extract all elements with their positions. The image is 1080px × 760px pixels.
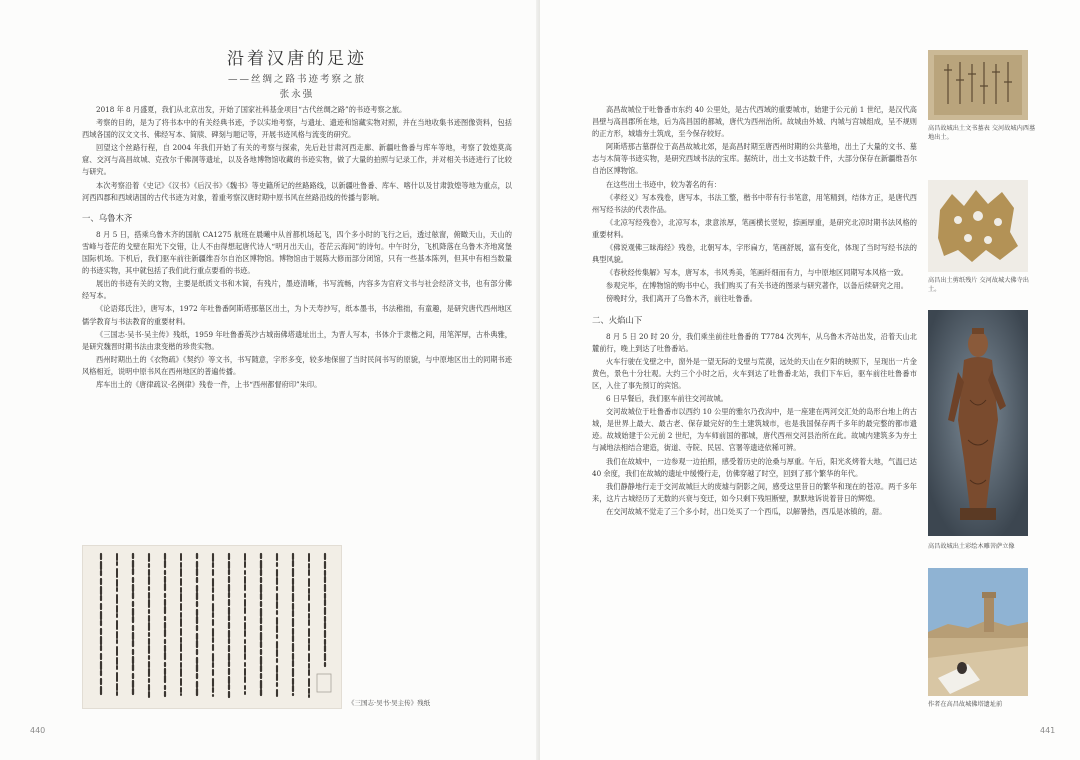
section-heading-flaming-mountain: 二、火焰山下: [592, 314, 643, 325]
body-paragraph: 考察的目的，是为了将书本中的有关经典书迹，予以实地考察，与遗址、遗迹和馆藏实物对照，并在当地收集书迹图像资料，包括西域各国的汉文文书、佛经写本、简牍、碑刻与题记等，开展书迹风格与流变的研究。: [82, 118, 512, 140]
body-paragraph: 回望这个丝路行程，自 2004 年我们开始了有关的考察与探索，先后赴甘肃河西走廊、新疆吐鲁番与库车等地，考察了敦煌莫高窟、交河与高昌故城、克孜尔千佛洞等遗址，以及各地博物馆收藏的书迹实物，做了大量的拍照与记录工作，并对相关书迹进行了比较与研究。: [82, 143, 512, 177]
body-paragraph: 《三国志·吴书·吴主传》残纸，1959 年吐鲁番英沙古城南佛塔遗址出土，为晋人写本，书体介于隶楷之间，用笔浑厚，古朴典雅，是研究魏晋时期书法由隶变楷的珍贵实物。: [82, 329, 512, 351]
statue-photo-caption: 高昌故城出土彩绘木雕菩萨立像: [928, 543, 1015, 550]
tablet-photo: [928, 50, 1028, 120]
body-paragraph: 在这些出土书迹中，较为著名的有：: [606, 179, 722, 189]
body-paragraph: 火车行驶在戈壁之中，窗外是一望无际的戈壁与荒漠，远处的天山在夕阳的映照下，呈现出一片金黄色，景色十分壮观。大约三个小时之后，火车到达了吐鲁番北站，我们下车后，驱车前往吐鲁番市区，入住了事先预订的宾馆。: [592, 356, 917, 390]
right-body-column: [592, 104, 917, 714]
tablet-photo-caption: 高昌故城出土文书墓表 交河故城内西墓地出土。: [928, 125, 1036, 141]
calligraphy-manuscript-image: [82, 545, 342, 709]
body-paragraph: 高昌故城位于吐鲁番市东约 40 公里处，是古代西域的重要城市，始建于公元前 1 世纪，是汉代高昌壁与高昌郡所在地，后为高昌国的都城，唐代为西州治所。故城由外城、内城与宫城组成，呈不规则的正方形，城墙夯土筑成，至今保存较好。: [592, 105, 917, 139]
list-item: 《北凉写经残卷》，北凉写本，隶意浓厚，笔画横长竖短，捺画厚重，是研究北凉时期书法风格的重要材料。: [592, 217, 917, 239]
body-paragraph: 《论语郑氏注》，唐写本，1972 年吐鲁番阿斯塔那墓区出土，为卜天寿抄写，纸本墨书，书法稚拙，有童趣，是研究唐代西州地区儒学教育与书法教育的重要材料。: [82, 304, 512, 326]
body-paragraph: 库车出土的《唐律疏议·名例律》残卷一件，上书“西州都督府印”朱印。: [96, 379, 322, 389]
body-paragraph: 我们在故城中，一边参观一边拍照，感受着历史的沧桑与厚重。午后，阳光炙烤着大地，气温已达 40 余度，我们在故城的遗址中缓慢行走，仿佛穿越了时空，回到了那个繁华的年代。: [592, 456, 917, 478]
body-paragraph: 交河故城位于吐鲁番市以西约 10 公里的雅尔乃孜沟中，是一座建在两河交汇处的岛形台地上的古城，是世界上最大、最古老、保存最完好的生土建筑城市，也是我国保存两千多年的最完整的都市遗迹。故城始建于公元前 2 世纪，为车师前国的都城，唐代西州交河县治所在此。故城内建筑多为夯土与减地法相结合建造，街道、寺院、民居、官署等遗迹依稀可辨。: [592, 407, 917, 453]
article-author: 张永强: [279, 89, 315, 100]
body-paragraph: 西州时期出土的《衣物疏》《契约》等文书，书写随意，字形多变，较多地保留了当时民间书写的原貌，与中原地区出土的同期书迹风格相近，说明中原书风在西州地区的普遍传播。: [82, 354, 512, 376]
left-body-column: [82, 104, 512, 536]
ruins-photo: [928, 568, 1028, 696]
body-paragraph: 傍晚时分，我们离开了乌鲁木齐，前往吐鲁番。: [606, 294, 757, 304]
body-paragraph: 阿斯塔那古墓群位于高昌故城北郊，是高昌时期至唐西州时期的公共墓地，出土了大量的文书、墓志与木简等书迹实物，是研究西域书法的宝库。据统计，出土文书达数千件，大部分保存在新疆维吾尔自治区博物馆。: [592, 142, 917, 176]
list-item: 《春秋经传集解》写本，唐写本，书风秀美，笔画纤细而有力，与中原地区同期写本风格一致。: [606, 268, 908, 278]
statue-photo: [928, 310, 1028, 536]
body-paragraph: 2018 年 8 月盛夏，我们从北京出发，开始了国家社科基金项目“古代丝绸之路”的书迹考察之旅。: [96, 105, 407, 114]
papercut-photo-caption: 高昌出土剪纸残片 交河故城大佛寺出土。: [928, 277, 1029, 293]
page-number-right: 441: [1040, 726, 1056, 735]
article-title: 沿着汉唐的足迹: [227, 49, 367, 69]
calligraphy-caption: 《三国志·吴书·吴主传》残纸: [348, 699, 431, 707]
section-heading-urumqi: 一、乌鲁木齐: [82, 212, 133, 223]
papercut-photo: [928, 180, 1028, 272]
body-paragraph: 8 月 5 日，搭乘乌鲁木齐的国航 CA1275 航班在晨曦中从首都机场起飞，四个多小时的飞行之后，透过舷窗，俯瞰天山，天山的雪峰与苍茫的戈壁在阳光下交错，让人不由得想起唐代诗人“明月出天山，苍茫云海间”的诗句。中午时分，飞机降落在乌鲁木齐地窝堡国际机场。下机后，我们驱车前往新疆维吾尔自治区博物馆。博物馆由于展陈大修而部分闭馆，只有一些基本陈列，但其中有相当数量的书迹实物，其中就包括了我们此行重点要看的书迹。: [82, 229, 512, 276]
body-paragraph: 8 月 5 日 20 时 20 分，我们乘坐前往吐鲁番的 T7784 次列车，从乌鲁木齐站出发，沿着天山北麓前行，晚上到达了吐鲁番站。: [592, 331, 917, 353]
body-paragraph: 在交河故城不觉走了三个多小时，出口处买了一个西瓜，以解暑热，西瓜是冰镇的，甜。: [606, 506, 887, 516]
ruins-photo-caption: 作者在高昌故城佛塔遗址前: [928, 701, 1003, 708]
body-paragraph: 展出的书迹有关的文物，主要是纸质文书和木简，有残片，墨迹清晰，书写流畅，内容多为官府文书与社会经济文书，也有部分佛经写本。: [82, 279, 512, 301]
list-item: 《孝经义》写本残卷，唐写本，书法工整，楷书中带有行书笔意，用笔精到，结体方正，是唐代西州写经书法的代表作品。: [592, 192, 917, 214]
body-paragraph: 本次考察沿着《史记》《汉书》《后汉书》《魏书》等史籍所记的丝路路线，以新疆吐鲁番、库车、喀什以及甘肃敦煌等地为重点，以河西四郡和西域诸国的古代书迹为对象，着重考察汉唐时期中原书风在丝路沿线的传播与影响。: [82, 180, 512, 202]
article-subtitle: ——丝绸之路书迹考察之旅: [227, 74, 366, 85]
body-paragraph: 参观完毕，在博物馆的购书中心，我们购买了有关书迹的图录与研究著作，以备后续研究之用。: [606, 281, 908, 291]
list-item: 《佛说观佛三昧海经》残卷，北朝写本，字形扁方，笔画舒展，富有变化，体现了当时写经书法的典型风貌。: [592, 243, 917, 265]
body-paragraph: 我们静静地行走于交河故城巨大的废墟与阴影之间，感受这里昔日的繁华和现在的苍凉。两千多年来，这片古城经历了无数的兴衰与变迁，如今只剩下残垣断壁，默默地诉说着昔日的辉煌。: [592, 481, 917, 503]
body-paragraph: 6 日早餐后，我们驱车前往交河故城。: [606, 394, 728, 404]
page-number-left: 440: [30, 726, 46, 735]
